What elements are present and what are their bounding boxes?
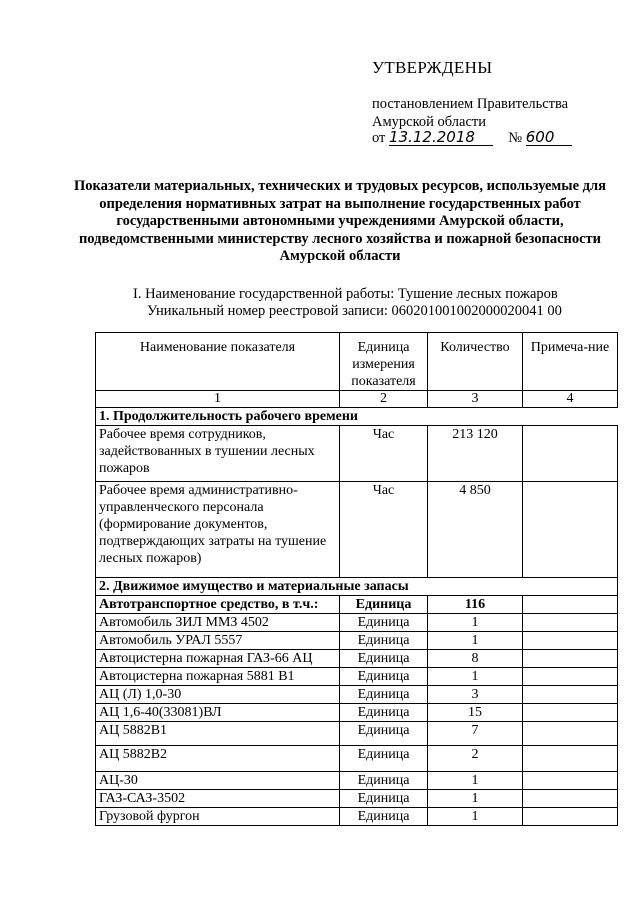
row-quantity: 2 <box>428 746 523 772</box>
row-quantity: 1 <box>428 668 523 686</box>
row-name: АЦ 5882В1 <box>96 722 340 746</box>
header-indicator: Наименование показателя <box>96 333 340 391</box>
approved-heading: УТВЕРЖДЕНЫ <box>372 58 493 77</box>
row-name: Рабочее время сотрудников, задействованных в тушении лесных пожаров <box>96 426 340 482</box>
decree-line-2: Амурской области <box>372 114 486 130</box>
col-number-1: 1 <box>96 391 340 408</box>
row-name: АЦ 1,6-40(33081)ВЛ <box>96 704 340 722</box>
decree-number: 600 <box>526 129 572 146</box>
row-unit: Единица <box>340 746 428 772</box>
row-note <box>523 650 618 668</box>
row-unit: Единица <box>340 772 428 790</box>
row-quantity: 1 <box>428 772 523 790</box>
row-unit: Единица <box>340 704 428 722</box>
decree-line-1: постановлением Правительства <box>372 96 569 112</box>
row-unit: Единица <box>340 596 428 614</box>
row-note <box>523 596 618 614</box>
row-note <box>523 632 618 650</box>
row-name: Автотранспортное средство, в т.ч.: <box>96 596 340 614</box>
row-quantity: 1 <box>428 808 523 826</box>
col-number-2: 2 <box>340 391 428 408</box>
row-unit: Единица <box>340 790 428 808</box>
row-quantity: 15 <box>428 704 523 722</box>
number-prefix: № <box>508 130 523 146</box>
row-quantity: 1 <box>428 790 523 808</box>
row-note <box>523 426 618 482</box>
row-quantity: 1 <box>428 614 523 632</box>
row-unit: Час <box>340 426 428 482</box>
row-note <box>523 686 618 704</box>
row-quantity: 4 850 <box>428 482 523 578</box>
header-quantity: Количество <box>428 333 523 391</box>
decree-date-number <box>372 129 612 147</box>
row-note <box>523 704 618 722</box>
row-unit: Единица <box>340 668 428 686</box>
header-note: Примеча-ние <box>523 333 618 391</box>
row-name: Автоцистерна пожарная 5881 В1 <box>96 668 340 686</box>
row-note <box>523 808 618 826</box>
row-unit: Единица <box>340 686 428 704</box>
work-name: I. Наименование государственной работы: Тушение лесных пожаров <box>133 286 558 302</box>
section-title-work-time: 1. Продолжительность рабочего времени <box>96 408 618 426</box>
row-name: Автомобиль УРАЛ 5557 <box>96 632 340 650</box>
row-note <box>523 614 618 632</box>
row-unit: Единица <box>340 650 428 668</box>
row-name: Рабочее время административно-управленческого персонала (формирование документов, подтверждающих затраты на тушение лесных пожаров) <box>96 482 340 578</box>
row-name: Грузовой фургон <box>96 808 340 826</box>
row-name: ГАЗ-САЗ-3502 <box>96 790 340 808</box>
row-unit: Единица <box>340 614 428 632</box>
col-number-4: 4 <box>523 391 618 408</box>
row-name: Автомобиль ЗИЛ ММЗ 4502 <box>96 614 340 632</box>
resources-table <box>95 332 618 826</box>
row-unit: Единица <box>340 722 428 746</box>
row-name: АЦ 5882В2 <box>96 746 340 772</box>
row-name: АЦ-30 <box>96 772 340 790</box>
row-quantity: 213 120 <box>428 426 523 482</box>
row-quantity: 1 <box>428 632 523 650</box>
row-unit: Единица <box>340 632 428 650</box>
col-number-3: 3 <box>428 391 523 408</box>
row-name: Автоцистерна пожарная ГАЗ-66 АЦ <box>96 650 340 668</box>
row-note <box>523 668 618 686</box>
decree-date: 13.12.2018 <box>389 129 493 146</box>
row-quantity: 8 <box>428 650 523 668</box>
row-unit: Единица <box>340 808 428 826</box>
row-unit: Час <box>340 482 428 578</box>
row-note <box>523 482 618 578</box>
header-unit: Единица измерения показателя <box>340 333 428 391</box>
date-prefix: от <box>372 130 386 146</box>
row-note <box>523 722 618 746</box>
document-title: Показатели материальных, технических и трудовых ресурсов, используемые для определения нормативных затрат на выполнение государственных работ государственными автономными учреждениями Амурской области, подведомственными министерству лесного хозяйства и пожарной безопасности Амурской области <box>73 178 607 264</box>
registry-number: Уникальный номер реестровой записи: 060201001002000020041 00 <box>147 303 562 319</box>
section-title-property: 2. Движимое имущество и материальные запасы <box>96 578 618 596</box>
row-quantity: 116 <box>428 596 523 614</box>
row-note <box>523 746 618 772</box>
row-note <box>523 772 618 790</box>
row-note <box>523 790 618 808</box>
row-quantity: 7 <box>428 722 523 746</box>
row-name: АЦ (Л) 1,0-30 <box>96 686 340 704</box>
row-quantity: 3 <box>428 686 523 704</box>
